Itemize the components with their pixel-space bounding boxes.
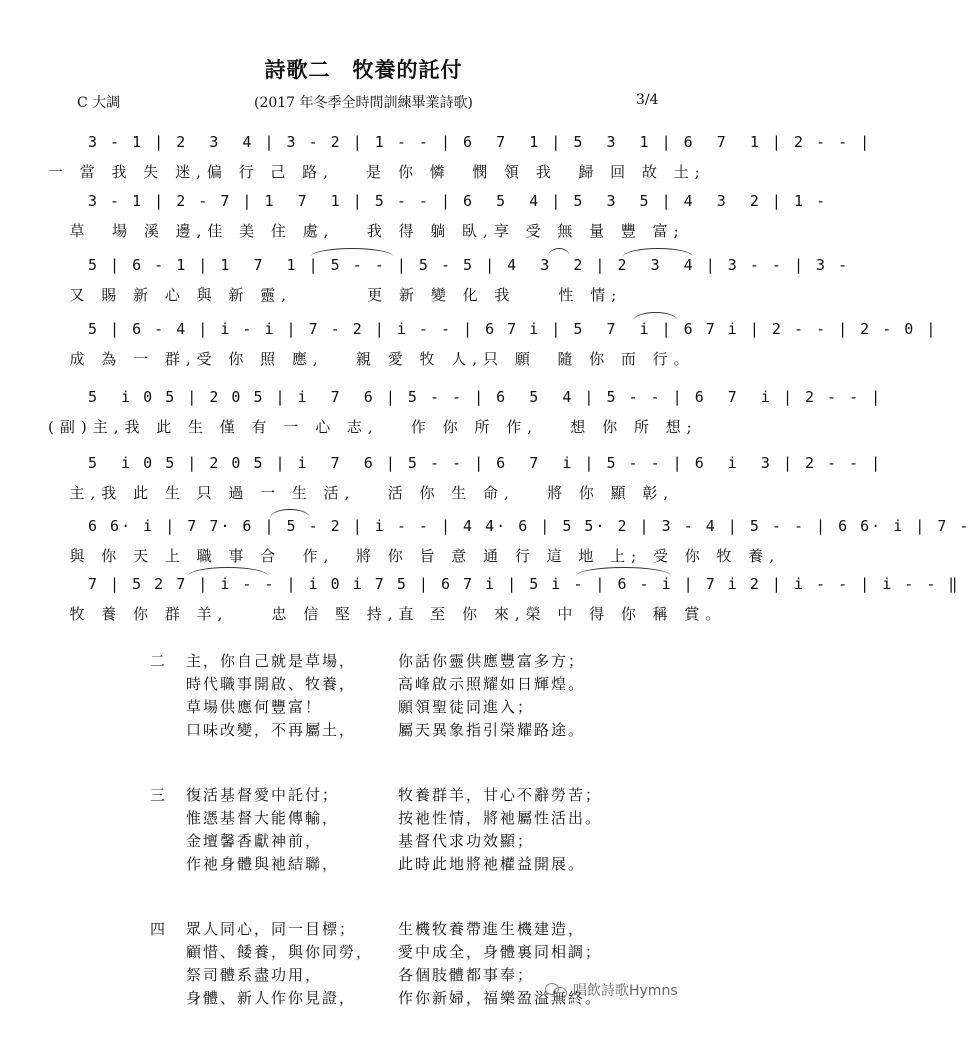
verse-line: 惟憑基督大能傳輸， 按祂性情，將祂屬性活出。 bbox=[186, 809, 603, 827]
key-signature: C 大調 bbox=[77, 95, 121, 111]
verse-line: 金壇馨香獻神前， 基督代求功效顯； bbox=[186, 832, 535, 850]
staff-lyrics: 又 賜 新 心 與 新 靈, 更 新 變 化 我 性 情; bbox=[48, 286, 623, 304]
verse-3 bbox=[150, 784, 630, 876]
staff-notes: 5 | 6 - 4 | i - i | 7 - 2 | i - - | 6 7 i | 5 7 i | 6 7 i | 2 - - | 2 - 0 | bbox=[88, 320, 938, 338]
verse-number: 三 bbox=[150, 786, 166, 804]
staff-notes: 3 - 1 | 2 - 7 | 1 7 1 | 5 - - | 6 5 4 | 5 3 5 | 4 3 2 | 1 - bbox=[88, 192, 828, 210]
staff-notes: 6 6· i | 7 7· 6 | 5 - 2 | i - - | 4 4· 6 | 5 5· 2 | 3 - 4 | 5 - - | 6 6· i | 7 - bbox=[88, 517, 970, 535]
hymn-name: 牧養的託付 bbox=[352, 57, 463, 82]
verse-line: 作祂身體與祂結聯， 此時此地將祂權益開展。 bbox=[186, 855, 586, 873]
verse-line: 身體、新人作你見證， 作你新婦，福樂盈溢無終。 bbox=[186, 989, 603, 1007]
staff-notes: 5 i 0 5 | 2 0 5 | i 7 6 | 5 - - | 6 7 i | 5 - - | 6 i 3 | 2 - - | bbox=[88, 454, 883, 472]
watermark-text: 唱飲詩歌Hymns bbox=[573, 983, 678, 999]
verse-number: 二 bbox=[150, 652, 166, 670]
staff-lyrics: 牧 養 你 群 羊, 忠 信 堅 持,直 至 你 來,榮 中 得 你 稱 賞。 bbox=[48, 605, 727, 623]
staff-lyrics: 與 你 天 上 職 事 合 作, 將 你 旨 意 通 行 這 地 上; 受 你 牧 養, bbox=[48, 547, 781, 565]
time-signature: 3/4 bbox=[636, 92, 659, 108]
verse-line: 草場供應何豐富！ 願領聖徒同進入； bbox=[186, 698, 535, 716]
hymn-title bbox=[0, 54, 727, 84]
verse-line: 主，你自己就是草場， 你話你靈供應豐富多方； bbox=[186, 652, 586, 670]
verse-line: 祭司體系盡功用， 各個肢體都事奉； bbox=[186, 966, 535, 984]
watermark bbox=[545, 980, 678, 1000]
staff-lyrics: 草 場 溪 邊,佳 美 住 處, 我 得 躺 臥,享 受 無 量 豐 富; bbox=[48, 222, 685, 240]
verse-line: 口味改變，不再屬土， 屬天異象指引榮耀路途。 bbox=[186, 721, 586, 739]
wechat-icon bbox=[545, 981, 567, 999]
hymn-number: 詩歌二 bbox=[264, 57, 331, 82]
verse-number: 四 bbox=[150, 920, 166, 938]
verse-2 bbox=[150, 650, 630, 742]
staff-lyrics: 成 為 一 群,受 你 照 應, 親 愛 牧 人,只 願 隨 你 而 行。 bbox=[48, 350, 695, 368]
staff-lyrics: (副)主,我 此 生 僅 有 一 心 志, 作 你 所 作, 想 你 所 想; bbox=[48, 418, 698, 436]
verse-line: 眾人同心，同一目標； 生機牧養帶進生機建造， bbox=[186, 920, 586, 938]
staff-notes: 5 i 0 5 | 2 0 5 | i 7 6 | 5 - - | 6 5 4 | 5 - - | 6 7 i | 2 - - | bbox=[88, 388, 883, 406]
staff-lyrics: 主,我 此 生 只 過 一 生 活, 活 你 生 命, 將 你 顯 彰, bbox=[48, 484, 675, 502]
subtitle: (2017 年冬季全時間訓練畢業詩歌) bbox=[253, 95, 473, 111]
staff-notes: 7 | 5 2 7 | i - - | i 0 i 7 5 | 6 7 i | 5 i - | 6 - i | 7 i 2 | i - - | i - - ‖ bbox=[88, 575, 960, 593]
verse-line: 復活基督愛中託付； 牧養群羊，甘心不辭勞苦； bbox=[186, 786, 603, 804]
staff-notes: 5 | 6 - 1 | 1 7 1 | 5 - - | 5 - 5 | 4 3 2 | 2 3 4 | 3 - - | 3 - bbox=[88, 256, 850, 274]
verse-line: 時代職事開啟、牧養， 高峰啟示照耀如日輝煌。 bbox=[186, 675, 586, 693]
staff-lyrics: 一 當 我 失 迷,偏 行 己 路, 是 你 憐 憫 領 我 歸 回 故 土; bbox=[48, 163, 706, 181]
staff-notes: 3 - 1 | 2 3 4 | 3 - 2 | 1 - - | 6 7 1 | 5 3 1 | 6 7 1 | 2 - - | bbox=[88, 133, 872, 151]
verse-line: 顧惜、餧養，與你同勞， 愛中成全，身體裏同相調； bbox=[186, 943, 603, 961]
